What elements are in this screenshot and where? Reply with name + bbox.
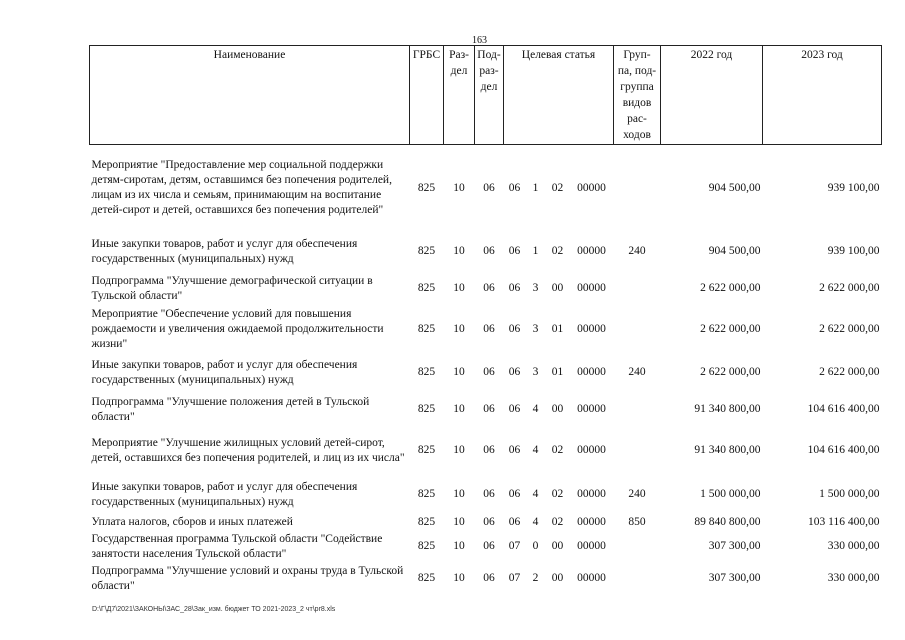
row-razdel: 10: [453, 322, 465, 335]
row-amount-2023: 939 100,00: [827, 245, 880, 257]
row-grbs: 825: [417, 403, 436, 415]
header-target-article: Целевая статья: [504, 46, 614, 145]
row-target-subprogram: 0: [532, 540, 539, 552]
row-podrazdel: 06: [483, 245, 495, 257]
row-target-event: 02: [551, 516, 564, 528]
row-target-program: 07: [508, 540, 521, 552]
row-podrazdel: 06: [483, 444, 495, 456]
row-razdel: 10: [453, 488, 465, 500]
header-2022: 2022 год: [661, 46, 763, 145]
row-name: Подпрограмма "Улучшение положения детей в Тульской области": [91, 395, 370, 423]
table-row: [90, 475, 882, 515]
row-name: Уплата налогов, сборов и иных платежей: [91, 516, 293, 528]
row-amount-2022: 307 300,00: [708, 540, 761, 552]
row-expense-group: [614, 145, 661, 232]
row-target-event: 00: [551, 282, 564, 294]
row-expense-group: 850: [628, 516, 646, 528]
row-amount-2023: 104 616 400,00: [807, 444, 880, 456]
row-target-program: 06: [508, 282, 521, 294]
row-amount-2022: 91 340 800,00: [694, 444, 761, 456]
file-path-footer: D:\Г\Д7\2021\ЗАКОНЫ\ЗАС_28\Зак_изм. бюджет ТО 2021-2023_2 чт\pr8.xls: [92, 606, 336, 613]
row-podrazdel: 06: [483, 403, 495, 415]
row-target-event: 02: [551, 444, 564, 456]
row-target-direction: 00000: [577, 245, 606, 257]
header-name: Наименование: [90, 46, 410, 145]
row-name: Мероприятие "Предоставление мер социальной поддержки детям-сиротам, детям, оставшимся без попечения родителей, лицам из их числа и семьям, принимающим на воспитание детей-сирот и детей, оставшихся без попечения родителей": [91, 159, 392, 217]
row-razdel: 10: [453, 444, 465, 456]
table-row: [90, 353, 882, 393]
row-amount-2022: 904 500,00: [708, 245, 761, 257]
row-target-event: 00: [551, 403, 564, 415]
table-row: [90, 515, 882, 531]
row-target-program: 07: [508, 572, 521, 584]
table-row: [90, 306, 882, 353]
row-target-subprogram: 4: [532, 403, 539, 415]
row-expense-group: [614, 306, 661, 353]
row-target-event: 02: [551, 488, 564, 500]
row-target-subprogram: 1: [532, 245, 539, 257]
row-name: Иные закупки товаров, работ и услуг для обеспечения государственных (муниципальных) нужд: [91, 237, 358, 265]
row-target-direction: 00000: [577, 516, 606, 528]
row-amount-2023: 1 500 000,00: [819, 488, 880, 500]
row-podrazdel: 06: [483, 572, 495, 584]
row-expense-group: 240: [628, 488, 646, 500]
row-grbs: 825: [417, 572, 436, 584]
row-razdel: 10: [453, 572, 465, 584]
row-target-direction: 00000: [577, 322, 606, 335]
row-target-event: 01: [551, 366, 564, 378]
row-expense-group: [614, 393, 661, 427]
row-expense-group: 240: [628, 245, 646, 257]
page-number: 163: [472, 35, 487, 46]
table-row: [90, 427, 882, 475]
row-target-direction: 00000: [577, 181, 606, 194]
row-amount-2022: 904 500,00: [708, 181, 761, 194]
row-name: Государственная программа Тульской области "Содействие занятости населения Тульской области": [91, 532, 383, 560]
row-grbs: 825: [417, 181, 436, 194]
row-amount-2022: 1 500 000,00: [700, 488, 761, 500]
row-podrazdel: 06: [483, 181, 495, 194]
row-target-direction: 00000: [577, 488, 606, 500]
header-podrazdel: Под- раз- дел: [475, 46, 504, 145]
row-target-direction: 00000: [577, 282, 606, 294]
row-amount-2023: 330 000,00: [827, 540, 880, 552]
row-target-event: 01: [551, 322, 564, 335]
row-amount-2023: 2 622 000,00: [819, 282, 880, 294]
row-grbs: 825: [417, 282, 436, 294]
row-target-program: 06: [508, 181, 521, 194]
row-target-program: 06: [508, 245, 521, 257]
row-expense-group: 240: [628, 366, 646, 378]
row-target-subprogram: 3: [532, 366, 539, 378]
row-expense-group: [614, 272, 661, 306]
table-row: [90, 531, 882, 563]
row-razdel: 10: [453, 540, 465, 552]
row-target-subprogram: 3: [532, 282, 539, 294]
row-grbs: 825: [417, 540, 436, 552]
row-name: Мероприятие "Улучшение жилищных условий детей-сирот, детей, оставшихся без попечения родителей, и лиц из их числа": [91, 436, 405, 464]
row-podrazdel: 06: [483, 366, 495, 378]
row-razdel: 10: [453, 282, 465, 294]
row-grbs: 825: [417, 516, 436, 528]
row-podrazdel: 06: [483, 488, 495, 500]
row-grbs: 825: [417, 488, 436, 500]
row-razdel: 10: [453, 516, 465, 528]
row-name: Мероприятие "Обеспечение условий для повышения рождаемости и увеличения ожидаемой продолжительности жизни": [91, 307, 384, 350]
row-amount-2023: 2 622 000,00: [819, 322, 880, 335]
row-target-event: 00: [551, 572, 564, 584]
row-target-subprogram: 3: [532, 322, 539, 335]
budget-table: [89, 45, 882, 595]
row-podrazdel: 06: [483, 282, 495, 294]
row-name: Подпрограмма "Улучшение условий и охраны труда в Тульской области": [91, 564, 404, 592]
row-target-subprogram: 1: [532, 181, 539, 194]
row-name: Иные закупки товаров, работ и услуг для обеспечения государственных (муниципальных) нужд: [91, 480, 358, 508]
row-amount-2022: 2 622 000,00: [700, 322, 761, 335]
row-grbs: 825: [417, 245, 436, 257]
row-amount-2022: 89 840 800,00: [694, 516, 761, 528]
row-target-subprogram: 2: [532, 572, 539, 584]
row-expense-group: [614, 563, 661, 595]
row-target-direction: 00000: [577, 444, 606, 456]
row-grbs: 825: [417, 444, 436, 456]
row-grbs: 825: [417, 322, 436, 335]
row-amount-2022: 307 300,00: [708, 572, 761, 584]
row-amount-2023: 2 622 000,00: [819, 366, 880, 378]
row-amount-2022: 2 622 000,00: [700, 282, 761, 294]
row-expense-group: [614, 531, 661, 563]
row-target-subprogram: 4: [532, 488, 539, 500]
header-grbs: ГРБС: [410, 46, 444, 145]
table-row: [90, 145, 882, 232]
row-target-program: 06: [508, 516, 521, 528]
row-target-program: 06: [508, 444, 521, 456]
row-target-program: 06: [508, 403, 521, 415]
row-grbs: 825: [417, 366, 436, 378]
row-expense-group: [614, 427, 661, 475]
row-razdel: 10: [453, 366, 465, 378]
row-podrazdel: 06: [483, 540, 495, 552]
header-razdel: Раз- дел: [444, 46, 475, 145]
header-expense-group: Груп- па, под- группа видов рас- ходов: [614, 46, 661, 145]
row-razdel: 10: [453, 403, 465, 415]
row-target-program: 06: [508, 488, 521, 500]
table-row: [90, 563, 882, 595]
row-target-program: 06: [508, 322, 521, 335]
row-target-program: 06: [508, 366, 521, 378]
row-podrazdel: 06: [483, 322, 495, 335]
row-target-subprogram: 4: [532, 516, 539, 528]
row-amount-2022: 2 622 000,00: [700, 366, 761, 378]
row-amount-2023: 330 000,00: [827, 572, 880, 584]
row-target-event: 02: [551, 245, 564, 257]
row-amount-2023: 103 116 400,00: [808, 516, 880, 528]
table-row: [90, 272, 882, 306]
row-target-direction: 00000: [577, 572, 606, 584]
row-razdel: 10: [453, 181, 465, 194]
row-name: Иные закупки товаров, работ и услуг для обеспечения государственных (муниципальных) нужд: [91, 358, 358, 386]
table-row: [90, 393, 882, 427]
row-podrazdel: 06: [483, 516, 495, 528]
row-amount-2023: 939 100,00: [827, 181, 880, 194]
row-amount-2023: 104 616 400,00: [807, 403, 880, 415]
row-name: Подпрограмма "Улучшение демографической ситуации в Тульской области": [91, 274, 373, 302]
row-razdel: 10: [453, 245, 465, 257]
row-target-direction: 00000: [577, 366, 606, 378]
table-row: [90, 232, 882, 272]
row-target-direction: 00000: [577, 403, 606, 415]
row-target-direction: 00000: [577, 540, 606, 552]
row-target-event: 00: [551, 540, 564, 552]
header-2023: 2023 год: [763, 46, 882, 145]
row-amount-2022: 91 340 800,00: [694, 403, 761, 415]
row-target-event: 02: [551, 181, 564, 194]
table-header-row: [90, 46, 882, 145]
row-target-subprogram: 4: [532, 444, 539, 456]
